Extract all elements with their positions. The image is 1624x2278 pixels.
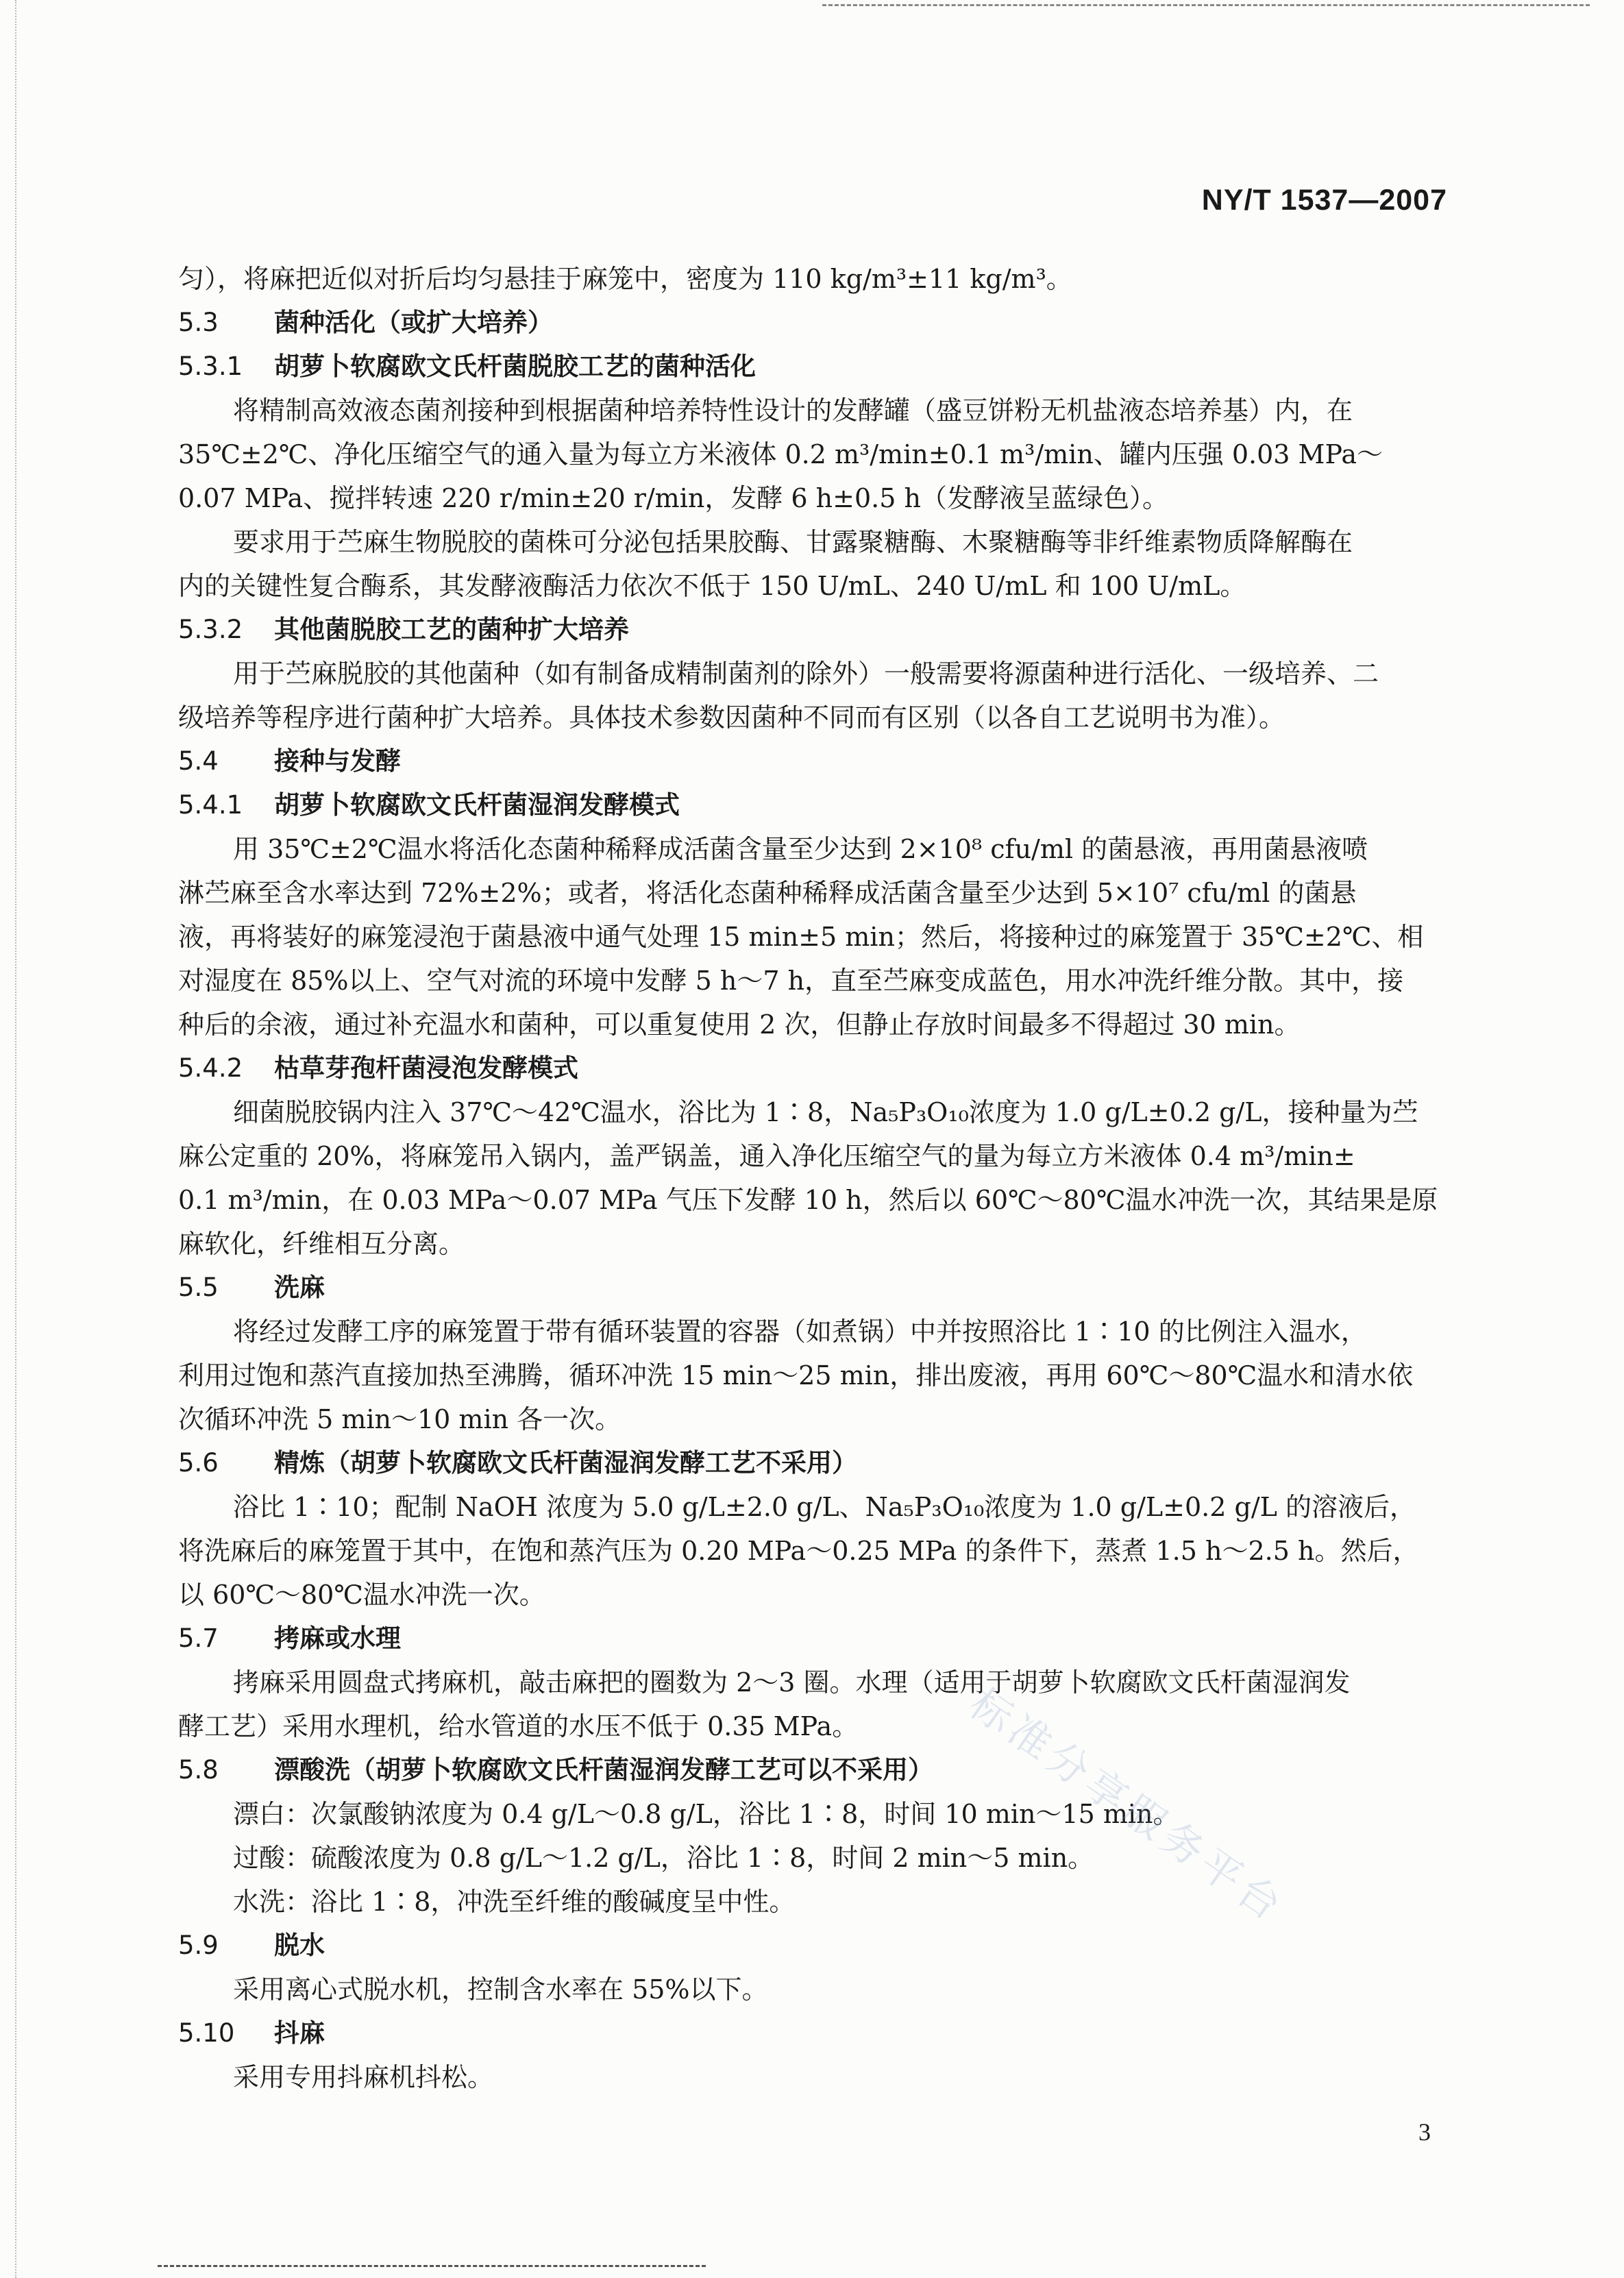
section-heading [178,2011,1446,2055]
paragraph-line: 内的关键性复合酶系，其发酵液酶活力依次不低于 150 U/mL、240 U/mL 和 100 U/mL。 [178,571,1246,601]
paragraph-line: 0.07 MPa、搅拌转速 220 r/min±20 r/min，发酵 6 h±0.5 h（发酵液呈蓝绿色）。 [178,483,1168,513]
paragraph-first-line: 采用离心式脱水机，控制含水率在 55%以下。 [233,1974,768,2005]
paragraph-first-line: 过酸：硫酸浓度为 0.8 g/L～1.2 g/L，浴比 1∶8，时间 2 min～5 min。 [233,1843,1094,1873]
section-heading [178,1617,1446,1661]
paragraph-line: 液，再将装好的麻笼浸泡于菌悬液中通气处理 15 min±5 min；然后，将接种过的麻笼置于 35℃±2℃、相 [178,922,1424,952]
watermark: 标准分享服务平台 [961,1679,1294,1933]
paragraph-first-line: 采用专用抖麻机抖松。 [233,2062,494,2092]
scan-edge-mark [15,0,16,2278]
section-number: 5.3.1 [178,352,243,381]
section-title: 胡萝卜软腐欧文氏杆菌脱胶工艺的菌种活化 [274,352,756,381]
page-number: 3 [1418,2118,1431,2146]
paragraph-line: 酵工艺）采用水理机，给水管道的水压不低于 0.35 MPa。 [178,1711,859,1741]
paragraph-first-line: 水洗：浴比 1∶8，冲洗至纤维的酸碱度呈中性。 [233,1887,796,1917]
paragraph-first-line: 浴比 1∶10；配制 NaOH 浓度为 5.0 g/L±2.0 g/L、Na₅P₃O₁₀浓度为 1.0 g/L±0.2 g/L 的溶液后， [233,1492,1416,1522]
section-title: 漂酸洗（胡萝卜软腐欧文氏杆菌湿润发酵工艺可以不采用） [274,1755,933,1785]
paragraph-line: 0.1 m³/min，在 0.03 MPa～0.07 MPa 气压下发酵 10 h，然后以 60℃～80℃温水冲洗一次，其结果是原 [178,1185,1438,1215]
paragraph-line: 35℃±2℃、净化压缩空气的通入量为每立方米液体 0.2 m³/min±0.1 m³/min、罐内压强 0.03 MPa～ [178,439,1383,469]
section-number: 5.8 [178,1755,219,1785]
section-number: 5.4 [178,746,219,776]
section-heading [178,301,1446,345]
section-heading [178,1924,1446,1968]
paragraph-line: 级培养等程序进行菌种扩大培养。具体技术参数因菌种不同而有区别（以各自工艺说明书为准）。 [178,702,1285,733]
paragraph-first-line: 用 35℃±2℃温水将活化态菌种稀释成活菌含量至少达到 2×10⁸ cfu/ml 的菌悬液，再用菌悬液喷 [233,834,1368,864]
section-heading [178,783,1446,827]
paragraph-line: 将洗麻后的麻笼置于其中，在饱和蒸汽压为 0.20 MPa～0.25 MPa 的条件下，蒸煮 1.5 h～2.5 h。然后， [178,1536,1419,1566]
paragraph-line: 次循环冲洗 5 min～10 min 各一次。 [178,1404,622,1434]
section-number: 5.4.2 [178,1053,243,1083]
section-title: 接种与发酵 [274,746,401,776]
section-number: 5.9 [178,1931,219,1960]
paragraph-first-line: 将经过发酵工序的麻笼置于带有循环装置的容器（如煮锅）中并按照浴比 1∶10 的比例注入温水， [233,1316,1367,1347]
paragraph-line: 以 60℃～80℃温水冲洗一次。 [178,1580,545,1610]
section-title: 胡萝卜软腐欧文氏杆菌湿润发酵模式 [274,790,680,820]
paragraph-line: 种后的余液，通过补充温水和菌种，可以重复使用 2 次，但静止存放时间最多不得超过 30 min。 [178,1009,1301,1040]
section-heading [178,608,1446,652]
paragraph-first-line: 细菌脱胶锅内注入 37℃～42℃温水，浴比为 1∶8，Na₅P₃O₁₀浓度为 1.0 g/L±0.2 g/L，接种量为苎 [233,1097,1418,1127]
document-body [178,257,1446,2099]
section-heading [178,1748,1446,1792]
bottom-rule [158,2265,706,2267]
section-title: 脱水 [274,1931,325,1960]
section-title: 其他菌脱胶工艺的菌种扩大培养 [274,615,629,644]
section-title: 菌种活化（或扩大培养） [274,308,553,337]
paragraph-line: 麻公定重的 20%，将麻笼吊入锅内，盖严锅盖，通入净化压缩空气的量为每立方米液体 0.4 m³/min± [178,1141,1355,1171]
paragraph-first-line: 漂白：次氯酸钠浓度为 0.4 g/L～0.8 g/L，浴比 1∶8，时间 10 min～15 min。 [233,1799,1179,1829]
paragraph-first-line: 拷麻采用圆盘式拷麻机，敲击麻把的圈数为 2～3 圈。水理（适用于胡萝卜软腐欧文氏杆菌湿润发 [233,1667,1351,1698]
paragraph-line: 对湿度在 85%以上、空气对流的环境中发酵 5 h～7 h，直至苎麻变成蓝色，用水冲洗纤维分散。其中，接 [178,966,1404,996]
section-title: 洗麻 [274,1273,325,1302]
section-number: 5.6 [178,1448,219,1478]
section-number: 5.4.1 [178,790,243,820]
paragraph-first-line: 将精制高效液态菌剂接种到根据菌种培养特性设计的发酵罐（盛豆饼粉无机盐液态培养基）内，在 [233,395,1353,426]
section-title: 拷麻或水理 [274,1624,401,1653]
section-number: 5.10 [178,2018,235,2048]
section-number: 5.3 [178,308,219,337]
standard-id: NY/T 1537—2007 [1201,184,1447,217]
section-heading [178,1266,1446,1310]
section-title: 枯草芽孢杆菌浸泡发酵模式 [274,1053,578,1083]
paragraph-line: 淋苎麻至含水率达到 72%±2%；或者，将活化态菌种稀释成活菌含量至少达到 5×10⁷ cfu/ml 的菌悬 [178,878,1357,908]
section-heading [178,1046,1446,1090]
paragraph-first-line: 要求用于苎麻生物脱胶的菌株可分泌包括果胶酶、甘露聚糖酶、木聚糖酶等非纤维素物质降解酶在 [233,527,1353,557]
top-rule [822,4,1590,6]
section-heading [178,1441,1446,1485]
section-number: 5.5 [178,1273,219,1302]
section-title: 精炼（胡萝卜软腐欧文氏杆菌湿润发酵工艺不采用） [274,1448,857,1478]
paragraph-line: 利用过饱和蒸汽直接加热至沸腾，循环冲洗 15 min～25 min，排出废液，再用 60℃～80℃温水和清水依 [178,1360,1414,1391]
section-title: 抖麻 [274,2018,325,2048]
paragraph-first-line: 用于苎麻脱胶的其他菌种（如有制备成精制菌剂的除外）一般需要将源菌种进行活化、一级培养、二 [233,659,1379,689]
paragraph-line: 匀），将麻把近似对折后均匀悬挂于麻笼中，密度为 110 kg/m³±11 kg/m³。 [178,264,1072,294]
section-number: 5.3.2 [178,615,243,644]
paragraph-line: 麻软化，纤维相互分离。 [178,1229,465,1259]
section-heading [178,345,1446,389]
section-heading [178,739,1446,783]
section-number: 5.7 [178,1624,219,1653]
